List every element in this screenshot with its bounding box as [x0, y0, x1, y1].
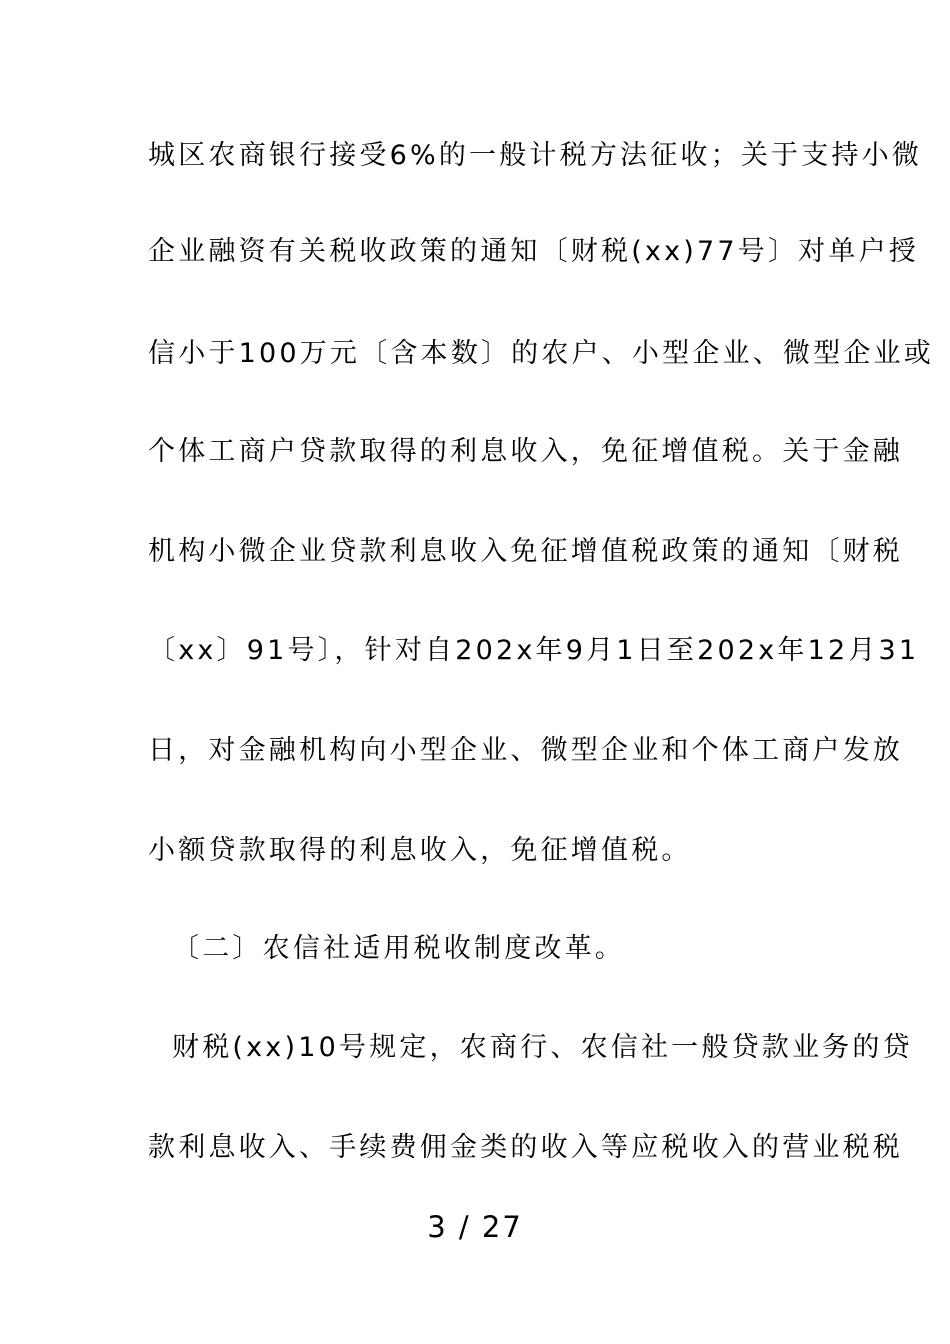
section-heading: 〔二〕农信社适用税收制度改革。 [172, 933, 625, 964]
text-line: 日，对金融机构向小型企业、微型企业和个体工商户发放 [148, 735, 903, 766]
text-line: 个体工商户贷款取得的利息收入，免征增值税。关于金融 [148, 436, 903, 467]
text-line: 企业融资有关税收政策的通知〔财税(xx)77号〕对单户授 [148, 236, 919, 267]
text-line: 机构小微企业贷款利息收入免征增值税政策的通知〔财税 [148, 536, 903, 567]
text-line: 城区农商银行接受6%的一般计税方法征收；关于支持小微 [148, 140, 923, 171]
text-line: 〔xx〕91号〕，针对自202x年9月1日至202x年12月31 [148, 635, 920, 666]
text-line: 小额贷款取得的利息收入，免征增值税。 [148, 835, 692, 866]
page-number: 3 / 27 [427, 1210, 523, 1244]
text-line: 信小于100万元〔含本数〕的农户、小型企业、微型企业或 [148, 338, 934, 369]
text-line: 财税(xx)10号规定，农商行、农信社一般贷款业务的贷 [172, 1032, 913, 1063]
text-line: 款利息收入、手续费佣金类的收入等应税收入的营业税税 [148, 1132, 903, 1163]
